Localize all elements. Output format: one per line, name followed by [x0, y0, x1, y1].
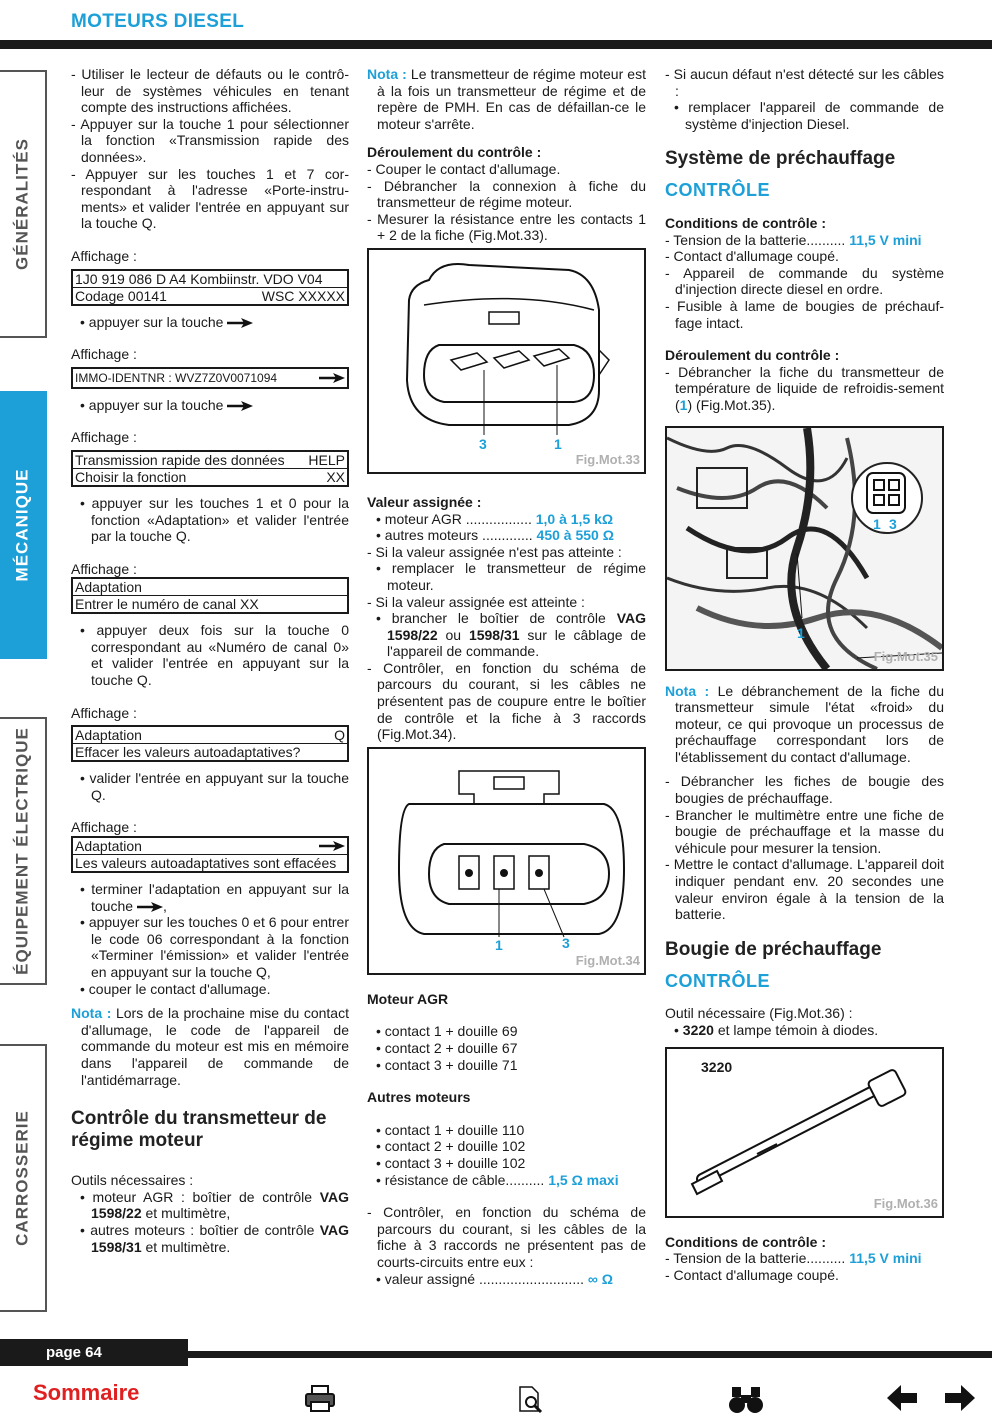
page-header-title: MOTEURS DIESEL — [71, 11, 245, 32]
tab-label: GÉNÉRALITÉS — [12, 138, 32, 270]
nota-label: Nota : — [71, 1005, 112, 1022]
bullet: • contact 1 + douille 69 — [376, 1023, 518, 1040]
display-line: Les valeurs autoadaptatives sont effacées — [75, 855, 337, 872]
display-line: XX — [326, 468, 345, 485]
paragraph: - Appareil de commande du système d'injection directe diesel en ordre. — [665, 264, 944, 298]
display-line: IMMO-IDENTNR : WVZ7Z0V0071094 — [75, 370, 278, 385]
tool-ref: VAG 1598/22 — [91, 1188, 349, 1222]
bullet: • contact 2 + douille 102 — [376, 1138, 526, 1155]
bullet-text: sur le câblage de l'appareil de commande. — [387, 626, 646, 660]
paragraph: - Mesurer la résistance entre les contacts 1 + 2 de la fiche (Fig.Mot.33). — [367, 210, 646, 244]
column-1 — [71, 66, 349, 1255]
fig-label: 1 — [554, 435, 562, 452]
value: ∞ Ω — [587, 1270, 613, 1287]
paragraph-text: - Tension de la batterie — [665, 231, 807, 248]
bullet — [71, 1189, 349, 1222]
display-line: Choisir la fonction — [75, 468, 187, 485]
paragraph: - Contrôler, en fonction du schéma de parcours du courant, si les câbles ne présentent pas de coupure entre le boîtier de contrôle et la fiche à 3 raccords (Fig.Mot.34). — [367, 659, 646, 743]
fig-label: 3 — [562, 934, 570, 951]
bullet-text: • — [674, 1022, 683, 1038]
bullet — [71, 314, 349, 331]
bullet-text: • autres moteurs — [376, 527, 479, 544]
fig-label: 3220 — [701, 1058, 733, 1075]
paragraph: - Contrôler, en fonction du schéma de parcours du courant, si les câbles de la fiche à 3 raccords ne présentent pas de courts-circuits entre eux : — [367, 1204, 646, 1270]
paragraph: - Couper le contact d'allumage. — [367, 160, 561, 177]
paragraph-text: - Débrancher la fiche du transmetteur de température de liquide de refroidis-sement ( — [665, 363, 944, 413]
bullet-text: • terminer l'adaptation en appuyant sur la touche — [80, 881, 349, 914]
fig-label: 1 — [495, 936, 503, 953]
nota-text: Le débranchement de la fiche du transmetteur simule l'état «froid» du moteur, ce qui provoque un processus de préchauffage correspondant lors de l'établissement du contact d'allumage. — [675, 682, 944, 765]
bullet: • valider l'entrée en appuyant sur la touche Q. — [80, 770, 349, 803]
page-number: page 64 — [0, 1339, 188, 1366]
paragraph: - Débrancher la connexion à fiche du transmetteur de régime moteur. — [367, 177, 646, 211]
tool-ref: VAG 1598/22 — [387, 610, 646, 643]
nota-text: Le transmetteur de régime moteur est à la fois un transmetteur de régime et de repère de PMH. En cas de défaillan-ce le moteur s'arrête. — [377, 66, 646, 132]
tab-generalites[interactable] — [0, 70, 47, 338]
section-subheading: CONTRÔLE — [665, 970, 770, 991]
bullet: • appuyer sur les touches 1 et 0 pour la fonction «Adaptation» et valider l'entrée par la touche Q. — [80, 494, 349, 545]
arrow-left-icon[interactable] — [887, 1385, 917, 1411]
bullet: • remplacer le transmetteur de régime moteur. — [376, 560, 646, 593]
bullet: • appuyer deux fois sur la touche 0 correspondant au «Numéro de canal 0» et valider l'entrée en appuyant sur la touche Q. — [80, 622, 349, 689]
display-box — [71, 367, 349, 389]
bullet-text: et multimètre, — [145, 1205, 231, 1222]
bullet-text: • appuyer sur la touche — [80, 313, 224, 330]
section-heading: Bougie de préchauffage — [665, 938, 882, 960]
display-line: WSC XXXXX — [261, 287, 345, 304]
section-heading: Contrôle du transmetteur de régime moteur — [71, 1108, 327, 1152]
bullet-text: • appuyer sur la touche — [80, 396, 224, 413]
bullet — [665, 1022, 944, 1039]
display-line: Adaptation — [75, 727, 142, 744]
column-2 — [367, 66, 646, 1287]
paragraph-text: - Tension de la batterie — [665, 1250, 807, 1267]
column-3 — [665, 66, 944, 1283]
bullet-text: • moteur AGR : boîtier de contrôle — [80, 1188, 313, 1205]
display-box — [71, 450, 349, 487]
ref-number: 1 — [679, 396, 688, 413]
tab-carrosserie[interactable] — [0, 1044, 47, 1312]
paragraph: - Contact d'allumage coupé. — [665, 248, 839, 265]
bullet-text: • résistance de câble — [376, 1171, 506, 1188]
figure-mot-35 — [665, 426, 944, 671]
arrow-right-icon — [319, 841, 345, 851]
figure-mot-36 — [665, 1047, 944, 1218]
fig-label: 1 — [797, 624, 805, 641]
bullet — [367, 610, 646, 660]
value: 1,0 à 1,5 kΩ — [535, 510, 614, 527]
figure-mot-34 — [367, 747, 646, 975]
bullet-text: et multimètre. — [145, 1238, 231, 1255]
display-line: Adaptation — [75, 838, 142, 855]
arrow-right-icon — [227, 318, 253, 328]
tool-ref: VAG 1598/31 — [91, 1221, 350, 1255]
display-line: Transmission rapide des données — [75, 451, 285, 468]
bullet-text: • autres moteurs : boîtier de contrôle — [80, 1221, 315, 1238]
fig-label: 3 — [479, 435, 487, 452]
bullet — [71, 397, 349, 414]
section-heading: Système de préchauffage — [665, 148, 896, 170]
display-box — [71, 269, 349, 306]
bullet: • valeur assigné ........................... ∞ Ω — [376, 1270, 613, 1287]
paragraph: - Si la valeur assignée est atteinte : — [367, 593, 585, 610]
bullet: • appuyer sur les touches 0 et 6 pour entrer le code 06 correspondant à la fonction «Terminer l'émission» et valider l'entrée en appuyant sur la touche Q, — [80, 914, 349, 980]
bullet-text: • moteur AGR — [376, 510, 462, 527]
display-line: Adaptation — [75, 579, 142, 596]
bullet: • contact 3 + douille 102 — [376, 1155, 526, 1171]
figure-caption: Fig.Mot.35 — [873, 648, 938, 664]
tab-label: CARROSSERIE — [12, 1110, 32, 1246]
subheading: Conditions de contrôle : — [665, 214, 826, 231]
subheading: Autres moteurs — [367, 1089, 471, 1106]
arrow-right-icon[interactable] — [945, 1385, 975, 1411]
bullet-text: ou — [445, 626, 462, 643]
paragraph — [665, 364, 944, 414]
paragraph: - Fusible à lame de bougies de préchauf-fage intact. — [665, 297, 944, 331]
bullet-text: • brancher le boîtier de contrôle — [376, 610, 606, 627]
connector-illustration — [369, 749, 644, 973]
display-label: Affichage : — [71, 560, 137, 577]
paragraph: - Appuyer sur la touche 1 pour sélectionner la fonction «Transmission rapide des données». — [71, 115, 349, 165]
bullet-text: • valeur assigné — [376, 1270, 476, 1287]
display-label: Affichage : — [71, 429, 137, 446]
display-label: Affichage : — [71, 819, 137, 836]
paragraph: Outil nécessaire (Fig.Mot.36) : — [665, 1005, 853, 1022]
bullet: • contact 2 + douille 67 — [376, 1040, 518, 1057]
display-box — [71, 725, 349, 762]
subheading: Déroulement du contrôle : — [665, 347, 840, 364]
bullet: • terminer l'adaptation en appuyant sur la touche , — [80, 881, 349, 914]
display-line: Codage 00141 — [75, 287, 167, 304]
connector-illustration — [369, 250, 644, 472]
display-label: Affichage : — [71, 704, 137, 721]
tab-label: ÉQUIPEMENT ÉLECTRIQUE — [12, 727, 32, 975]
paragraph: - Appuyer sur les touches 1 et 7 cor-respondant à l'adresse «Porte-instru-ments» et valider l'entrée en appuyant sur la touche Q. — [71, 165, 349, 232]
figure-caption: Fig.Mot.33 — [575, 452, 640, 468]
bullet: • autres moteurs ............. 450 à 550 Ω — [376, 527, 614, 544]
paragraph: - Mettre le contact d'allumage. L'appareil doit indiquer pendant env. 20 secondes une valeur environ égale à la tension de la batterie. — [665, 856, 944, 923]
bullet: • moteur AGR ................. 1,0 à 1,5 kΩ — [376, 510, 614, 527]
tool-ref: 1598/31 — [468, 626, 520, 643]
display-line: 1J0 919 086 D A4 Kombiinstr. VDO V04 — [75, 270, 323, 287]
display-label: Affichage : — [71, 247, 137, 264]
fig-label: 3 — [889, 515, 897, 532]
figure-caption: Fig.Mot.34 — [575, 953, 640, 969]
sommaire-link[interactable]: Sommaire — [33, 1380, 140, 1405]
subheading: Déroulement du contrôle : — [367, 144, 542, 161]
subheading: Moteur AGR — [367, 990, 449, 1007]
nota-text: Lors de la prochaine mise du contact d'allumage, le code de l'appareil de commande du moteur est mis en mémoire dans l'appareil de commande de l'antidémarrage. — [81, 1005, 349, 1088]
tab-label: MÉCANIQUE — [12, 468, 32, 582]
figure-caption: Fig.Mot.36 — [873, 1196, 938, 1211]
bullet: • remplacer l'appareil de commande de système d'injection Diesel. — [674, 99, 944, 132]
value: 11,5 V mini — [849, 1250, 922, 1267]
paragraph: - Tension de la batterie.......... 11,5 V mini — [665, 231, 922, 248]
bullet — [71, 1222, 349, 1255]
paragraph: Outils nécessaires : — [71, 1172, 194, 1189]
bullet: • couper le contact d'allumage. — [80, 980, 271, 997]
fig-label: 1 — [873, 515, 881, 532]
display-line: Effacer les valeurs autoadaptatives? — [75, 744, 301, 761]
paragraph: - Brancher le multimètre entre une fiche de bougie de préchauffage et la masse du véhicule pour mesurer la tension. — [665, 806, 944, 856]
bullet: • contact 1 + douille 110 — [376, 1121, 525, 1138]
subheading: Valeur assignée : — [367, 493, 482, 510]
nota-label: Nota : — [367, 66, 407, 82]
nota — [367, 66, 646, 132]
tab-equipement-electrique[interactable] — [0, 717, 47, 985]
nota — [71, 1005, 349, 1088]
binoculars-icon[interactable] — [727, 1385, 765, 1415]
search-document-icon[interactable] — [517, 1385, 545, 1415]
figure-mot-33 — [367, 248, 646, 474]
bullet: • contact 3 + douille 71 — [376, 1056, 518, 1073]
subheading: Conditions de contrôle : — [665, 1233, 826, 1250]
arrow-right-icon — [227, 401, 253, 411]
display-label: Affichage : — [71, 346, 137, 363]
value: 11,5 V mini — [849, 231, 922, 248]
nota — [665, 683, 944, 766]
value: 1,5 Ω maxi — [548, 1171, 619, 1188]
header-bar — [0, 40, 992, 49]
arrow-right-icon — [319, 373, 345, 383]
paragraph: - Contact d'allumage coupé. — [665, 1266, 839, 1283]
tab-mecanique[interactable] — [0, 391, 47, 659]
bullet-text: et lampe témoin à diodes. — [713, 1022, 879, 1038]
paragraph: - Utiliser le lecteur de défauts ou le contrô-leur de systèmes véhicules en tenant compte des instructions affichées. — [71, 66, 349, 116]
paragraph: - Si aucun défaut n'est détecté sur les câbles : — [665, 66, 944, 99]
section-subheading: CONTRÔLE — [665, 180, 770, 201]
paragraph-text: ) (Fig.Mot.35). — [687, 396, 776, 413]
display-line: HELP — [308, 451, 345, 468]
bullet: • résistance de câble.......... 1,5 Ω maxi — [376, 1171, 619, 1188]
paragraph: - Débrancher les fiches de bougie des bougies de préchauffage. — [665, 773, 944, 807]
display-line: Entrer le numéro de canal XX — [75, 596, 259, 613]
paragraph: - Tension de la batterie.......... 11,5 V mini — [665, 1250, 922, 1267]
display-line: Q — [334, 727, 345, 744]
paragraph: - Si la valeur assignée n'est pas atteinte : — [367, 543, 622, 560]
printer-icon[interactable] — [304, 1385, 336, 1413]
display-box — [71, 836, 349, 873]
arrow-right-icon — [137, 902, 163, 912]
display-box — [71, 577, 349, 614]
tool-ref: 3220 — [682, 1022, 714, 1038]
value: 450 à 550 Ω — [536, 527, 614, 544]
nota-label: Nota : — [665, 682, 710, 699]
